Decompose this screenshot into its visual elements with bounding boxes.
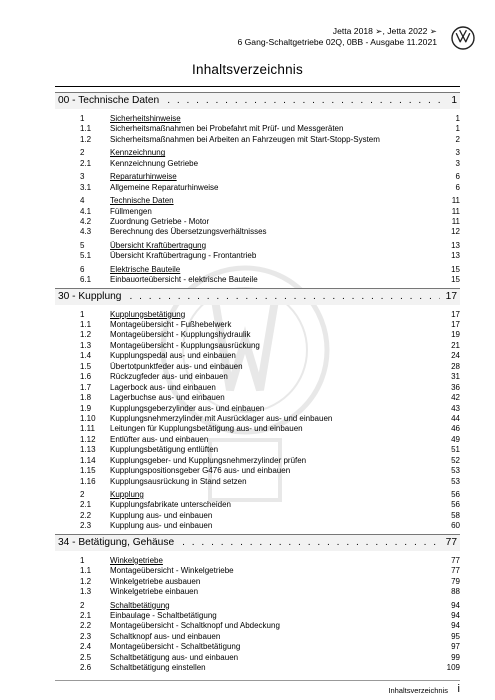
toc-entry-title: Kupplung aus- und einbauen <box>110 521 213 531</box>
toc-entry-number: 1.6 <box>80 372 92 382</box>
toc-section-entry[interactable] <box>55 621 460 631</box>
toc-entry-title: Schaltbetätigung <box>110 600 170 610</box>
toc-section-entry[interactable] <box>55 320 460 330</box>
toc-page-number: 12 <box>451 227 460 237</box>
toc-entry-title: Kupplungspedal aus- und einbauen <box>110 351 236 361</box>
toc-entry-title: Kupplungsgeber- und Kupplungsnehmerzylinder prüfen <box>110 455 307 465</box>
toc-page-number: 77 <box>451 555 460 565</box>
toc-chapter-entry[interactable] <box>55 172 460 182</box>
toc-entry-title: Kupplungspositionsgeber G476 aus- und einbauen <box>110 466 291 476</box>
toc-part-heading[interactable] <box>55 534 460 551</box>
toc-entry-title: Kupplungsnehmerzylinder mit Ausrücklager aus- und einbauen <box>110 413 333 423</box>
toc-entry-number: 1.12 <box>80 434 96 444</box>
toc-section-entry[interactable] <box>55 251 460 261</box>
toc-entry-title: Schaltknopf aus- und einbauen <box>110 631 221 641</box>
toc-leader-dots <box>129 289 440 305</box>
title-divider <box>55 86 460 87</box>
toc-entry-title: Übertotpunktfeder aus- und einbauen <box>110 361 243 371</box>
toc-entry-title: Kupplungsbetätigung <box>110 309 186 319</box>
toc-entry-number: 1.4 <box>80 351 92 361</box>
toc-entry-number: 1.2 <box>80 330 92 340</box>
toc-section-entry[interactable] <box>55 124 460 134</box>
toc-entry-number: 1.14 <box>80 455 96 465</box>
header-vehicle-line: Jetta 2018 ➢, Jetta 2022 ➢ <box>332 26 437 36</box>
toc-section-entry[interactable] <box>55 653 460 663</box>
toc-entry-title: Füllmengen <box>110 206 152 216</box>
toc-chapter-entry[interactable] <box>55 265 460 275</box>
toc-entry-title: Technische Daten <box>110 196 174 206</box>
toc-page-number: 15 <box>451 264 460 274</box>
toc-entry-title: Montageübersicht - Kupplungshydraulik <box>110 330 251 340</box>
toc-entry-title: Einbaulage - Schaltbetätigung <box>110 610 217 620</box>
toc-section-entry[interactable] <box>55 577 460 587</box>
toc-entry-number: 6.1 <box>80 275 92 285</box>
toc-entry-title: Elektrische Bauteile <box>110 264 181 274</box>
toc-section-entry[interactable] <box>55 445 460 455</box>
toc-entry-number: 1.9 <box>80 403 92 413</box>
toc-section-entry[interactable] <box>55 414 460 424</box>
toc-section-entry[interactable] <box>55 500 460 510</box>
toc-page-number: 49 <box>451 434 460 444</box>
toc-section-entry[interactable] <box>55 642 460 652</box>
toc-entry-number: 5.1 <box>80 251 92 261</box>
toc-section-entry[interactable] <box>55 566 460 576</box>
toc-section-entry[interactable] <box>55 372 460 382</box>
toc-entry-number: 1.1 <box>80 566 92 576</box>
toc-page-number: 79 <box>451 576 460 586</box>
toc-section-entry[interactable] <box>55 477 460 487</box>
document-header <box>237 26 437 48</box>
toc-entry-number: 1.1 <box>80 124 92 134</box>
toc-entry-number: 2.2 <box>80 510 92 520</box>
toc-page-number: 51 <box>451 445 460 455</box>
toc-section-entry[interactable] <box>55 351 460 361</box>
toc-entry-title: Montageübersicht - Winkelgetriebe <box>110 566 234 576</box>
toc-entry-number: 1 <box>80 555 85 565</box>
toc-page-number: 109 <box>446 663 460 673</box>
toc-entry-title: Leitungen für Kupplungsbetätigung aus- und einbauen <box>110 424 303 434</box>
header-gearbox-line: 6 Gang-Schaltgetriebe 02Q, 0BB - Ausgabe 11.2021 <box>237 37 437 47</box>
toc-page-number: 77 <box>445 536 457 548</box>
toc-section-entry[interactable] <box>55 227 460 237</box>
toc-entry-number: 1.1 <box>80 320 92 329</box>
toc-entry-number: 2 <box>80 600 85 610</box>
toc-entry-number: 3.1 <box>80 182 92 192</box>
toc-page-number: 60 <box>451 521 460 531</box>
toc-entry-number: 1.3 <box>80 340 92 350</box>
toc-page-number: 24 <box>451 351 460 361</box>
toc-entry-number: 4.2 <box>80 216 92 226</box>
toc-page-number: 88 <box>451 587 460 597</box>
toc-part-heading[interactable] <box>55 92 460 109</box>
toc-entry-number: 2.4 <box>80 642 92 652</box>
toc-page-number: 58 <box>451 510 460 520</box>
toc-entry-title: Montageübersicht - Schaltknopf und Abdeckung <box>110 621 280 631</box>
toc-entry-number: 2 <box>80 148 85 158</box>
toc-page-number: 94 <box>451 610 460 620</box>
toc-entry-title: Lagerbock aus- und einbauen <box>110 382 216 392</box>
toc-entry-title: Übersicht Kraftübertragung <box>110 240 207 250</box>
toc-entry-number: 1.3 <box>80 587 92 597</box>
toc-entry-number: 1.2 <box>80 576 92 586</box>
toc-page-number: 1 <box>451 95 457 106</box>
toc-entry-title: Sicherheitsmaßnahmen bei Arbeiten an Fahrzeugen mit Start-Stopp-System <box>110 134 380 144</box>
toc-entry-number: 2.5 <box>80 652 92 662</box>
toc-page-number: 53 <box>451 466 460 476</box>
toc-page-number: 3 <box>455 148 460 158</box>
toc-section-entry[interactable] <box>55 435 460 445</box>
toc-entry-title: Sicherheitsmaßnahmen bei Probefahrt mit Prüf- und Messgeräten <box>110 124 344 134</box>
toc-entry-title: Entlüfter aus- und einbauen <box>110 434 209 444</box>
toc-entry-number: 1.5 <box>80 361 92 371</box>
toc-entry-title: Übersicht Kraftübertragung - Frontantrieb <box>110 251 257 261</box>
toc-page-number: 52 <box>451 455 460 465</box>
toc-entry-title: Schaltbetätigung einstellen <box>110 663 206 673</box>
toc-section-entry[interactable] <box>55 663 460 673</box>
toc-chapter-entry[interactable] <box>55 556 460 566</box>
toc-page-number: 43 <box>451 403 460 413</box>
toc-section-entry[interactable] <box>55 159 460 169</box>
toc-entry-title: Berechnung des Übersetzungsverhältnisses <box>110 227 267 237</box>
toc-section-entry[interactable] <box>55 404 460 414</box>
toc-page-number: 21 <box>451 340 460 350</box>
toc-entry-title: Lagerbuchse aus- und einbauen <box>110 393 225 403</box>
toc-entry-title: Winkelgetriebe einbauen <box>110 587 199 597</box>
toc-page-number: 13 <box>451 240 460 250</box>
toc-part-title: 30 - Kupplung <box>58 290 122 302</box>
toc-entry-number: 2.2 <box>80 621 92 631</box>
toc-entry-title: Schaltbetätigung aus- und einbauen <box>110 652 239 662</box>
toc-entry-number: 4.3 <box>80 227 92 237</box>
toc-page-number: 56 <box>451 490 460 499</box>
toc-entry-number: 1.15 <box>80 466 96 476</box>
toc-entry-number: 1 <box>80 114 85 123</box>
toc-page-number: 11 <box>451 196 460 206</box>
toc-section-entry[interactable] <box>55 383 460 393</box>
toc-page-number: 31 <box>451 372 460 382</box>
toc-entry-title: Einbauorteübersicht - elektrische Bauteile <box>110 275 258 285</box>
toc-chapter-entry[interactable] <box>55 196 460 206</box>
toc-entry-title: Montageübersicht - Kupplungsausrückung <box>110 340 260 350</box>
toc-page-number: 99 <box>451 652 460 662</box>
toc-entry-number: 5 <box>80 240 85 250</box>
toc-section-entry[interactable] <box>55 275 460 285</box>
toc-entry-number: 2 <box>80 490 85 499</box>
toc-chapter-entry[interactable] <box>55 601 460 611</box>
toc-leader-dots <box>167 93 440 109</box>
toc-entry-title: Kupplungsbetätigung entlüften <box>110 445 219 455</box>
toc-page-number: 17 <box>451 320 460 329</box>
toc-entry-number: 3 <box>80 172 85 182</box>
toc-section-entry[interactable] <box>55 183 460 193</box>
toc-entry-number: 1.2 <box>80 134 92 144</box>
toc-page-number: 11 <box>451 206 460 216</box>
toc-section-entry[interactable] <box>55 587 460 597</box>
toc-entry-title: Winkelgetriebe ausbauen <box>110 576 201 586</box>
toc-page-number: 56 <box>451 500 460 510</box>
toc-chapter-entry[interactable] <box>55 490 460 500</box>
toc-section-entry[interactable] <box>55 424 460 434</box>
toc-section-entry[interactable] <box>55 393 460 403</box>
toc-entry-number: 1.11 <box>80 424 95 434</box>
toc-page-number: 46 <box>451 424 460 434</box>
toc-section-entry[interactable] <box>55 466 460 476</box>
toc-entry-number: 6 <box>80 264 85 274</box>
toc-leader-dots <box>182 535 440 551</box>
toc-page-number: 77 <box>451 566 460 576</box>
toc-entry-number: 2.1 <box>80 610 92 620</box>
toc-page-number: 17 <box>451 309 460 319</box>
toc-section-entry[interactable] <box>55 632 460 642</box>
toc-page-number: 6 <box>455 172 460 182</box>
toc-entry-title: Rückzugfeder aus- und einbauen <box>110 372 228 382</box>
toc-entry-title: Allgemeine Reparaturhinweise <box>110 182 219 192</box>
toc-page-number: 28 <box>451 361 460 371</box>
toc-page-number: 1 <box>455 124 460 134</box>
toc-entry-number: 1.13 <box>80 445 96 455</box>
toc-entry-number: 4.1 <box>80 206 92 216</box>
toc-section-entry[interactable] <box>55 511 460 521</box>
toc-entry-number: 2.3 <box>80 521 92 531</box>
toc-page-number: 3 <box>455 158 460 168</box>
toc-section-entry[interactable] <box>55 217 460 227</box>
toc-page-number: 94 <box>451 600 460 610</box>
toc-entry-title: Kupplung aus- und einbauen <box>110 510 213 520</box>
toc-entry-number: 2.1 <box>80 500 92 510</box>
toc-chapter-entry[interactable] <box>55 114 460 124</box>
page-footer <box>55 680 460 695</box>
toc-entry-number: 1.10 <box>80 413 96 423</box>
toc-page-number: 11 <box>451 216 460 226</box>
toc-entry-number: 2.6 <box>80 663 92 673</box>
toc-page-number: 36 <box>451 382 460 392</box>
toc-entry-title: Kupplungsfabrikate unterscheiden <box>110 500 231 510</box>
footer-label: Inhaltsverzeichnis <box>388 686 448 695</box>
toc-entry-number: 4 <box>80 196 85 206</box>
toc-section-entry[interactable] <box>55 341 460 351</box>
toc-entry-number: 1.16 <box>80 476 96 486</box>
toc-entry-number: 1.8 <box>80 393 92 403</box>
toc-entry-title: Reparaturhinweise <box>110 172 177 182</box>
toc-chapter-entry[interactable] <box>55 148 460 158</box>
toc-section-entry[interactable] <box>55 207 460 217</box>
toc-page-number: 44 <box>451 413 460 423</box>
toc-page-number: 2 <box>455 134 460 144</box>
vw-logo-icon <box>451 26 475 50</box>
toc-entry-title: Montageübersicht - Schaltbetätigung <box>110 642 241 652</box>
toc-page-number: 94 <box>451 621 460 631</box>
toc-page-number: 17 <box>445 290 457 302</box>
page-title: Inhaltsverzeichnis <box>192 62 303 77</box>
toc-section-entry[interactable] <box>55 330 460 340</box>
toc-section-entry[interactable] <box>55 135 460 145</box>
toc-part-title: 00 - Technische Daten <box>58 95 160 106</box>
toc-page-number: 1 <box>455 114 460 123</box>
toc-entry-title: Kupplungsgeberzylinder aus- und einbauen <box>110 403 265 413</box>
toc-section-entry[interactable] <box>55 521 460 531</box>
table-of-contents <box>55 90 460 674</box>
toc-entry-number: 1 <box>80 309 85 319</box>
toc-entry-title: Kennzeichnung Getriebe <box>110 158 199 168</box>
toc-entry-title: Sicherheitshinweise <box>110 114 181 123</box>
toc-section-entry[interactable] <box>55 456 460 466</box>
toc-section-entry[interactable] <box>55 611 460 621</box>
toc-page-number: 95 <box>451 631 460 641</box>
toc-chapter-entry[interactable] <box>55 310 460 320</box>
toc-page-number: 53 <box>451 476 460 486</box>
toc-section-entry[interactable] <box>55 362 460 372</box>
toc-entry-title: Winkelgetriebe <box>110 555 163 565</box>
toc-page-number: 42 <box>451 393 460 403</box>
toc-page-number: 19 <box>451 330 460 340</box>
toc-entry-title: Kennzeichnung <box>110 148 166 158</box>
toc-chapter-entry[interactable] <box>55 241 460 251</box>
footer-page-number: i <box>457 683 460 695</box>
toc-entry-title: Kupplung <box>110 490 144 499</box>
toc-entry-title: Montageübersicht - Fußhebelwerk <box>110 320 232 329</box>
toc-page-number: 15 <box>451 275 460 285</box>
toc-entry-title: Kupplungsausrückung in Stand setzen <box>110 476 247 486</box>
toc-entry-number: 2.1 <box>80 158 92 168</box>
toc-entry-title: Zuordnung Getriebe - Motor <box>110 216 210 226</box>
toc-page-number: 13 <box>451 251 460 261</box>
toc-entry-number: 2.3 <box>80 631 92 641</box>
toc-page-number: 6 <box>455 182 460 192</box>
toc-part-title: 34 - Betätigung, Gehäuse <box>58 536 175 548</box>
toc-part-heading[interactable] <box>55 288 460 305</box>
toc-entry-number: 1.7 <box>80 382 92 392</box>
toc-page-number: 97 <box>451 642 460 652</box>
